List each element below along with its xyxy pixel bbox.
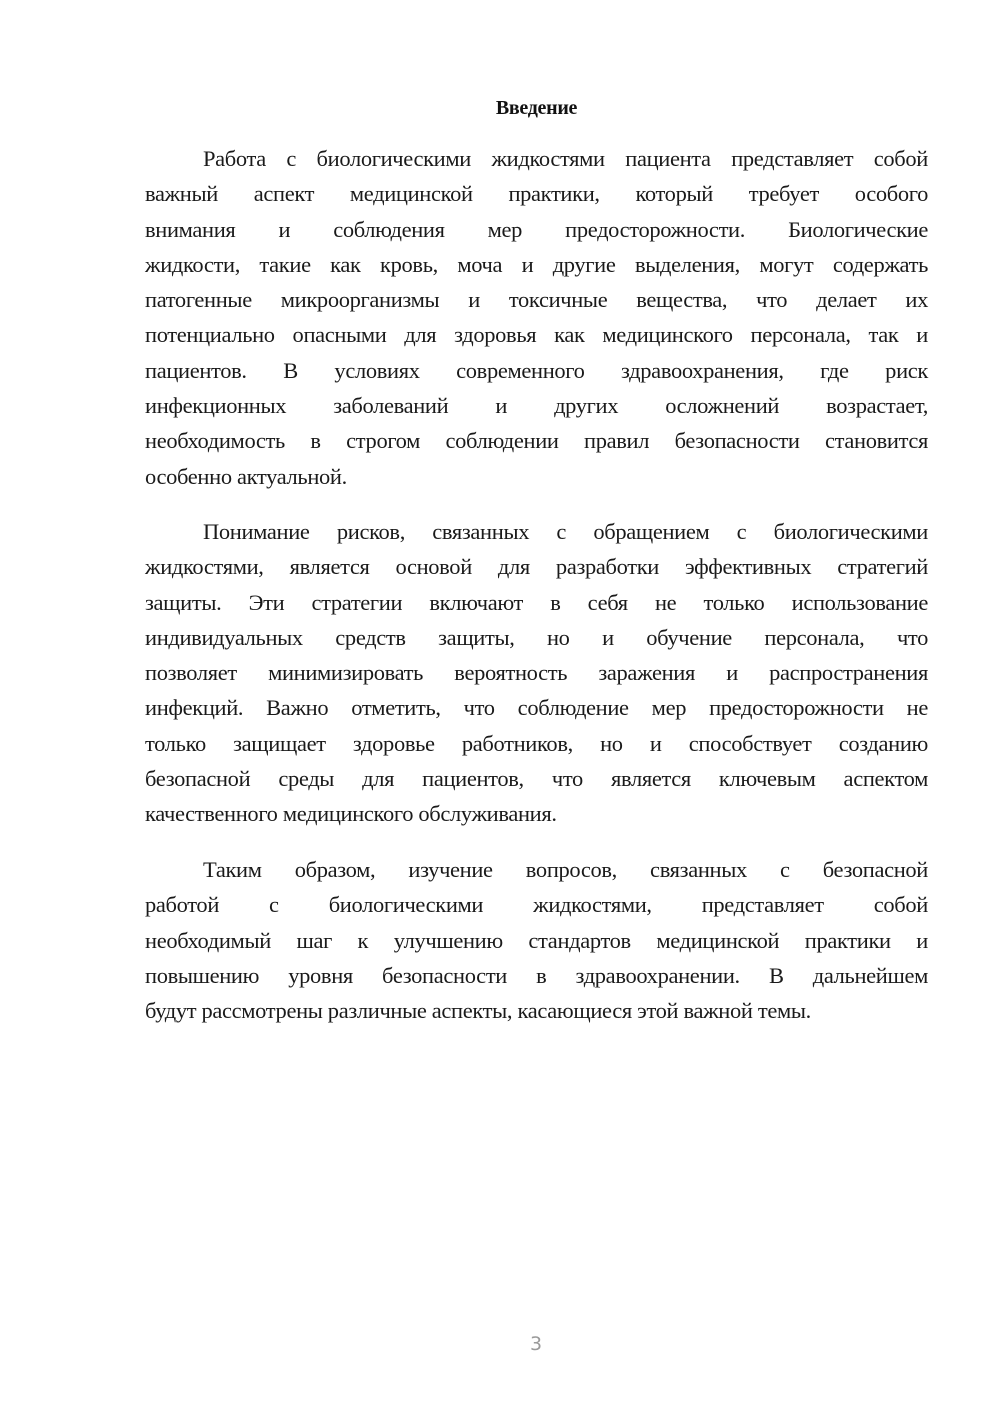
- paragraph-line: будут рассмотрены различные аспекты, касающиеся этой важной темы.: [145, 998, 811, 1024]
- paragraph-line: защиты. Эти стратегии включают в себя не только использование: [145, 589, 928, 615]
- paragraph-line: важный аспект медицинской практики, который требует особого: [145, 181, 928, 207]
- paragraph-line: инфекций. Важно отметить, что соблюдение мер предосторожности не: [145, 695, 928, 721]
- paragraph-line: безопасной среды для пациентов, что является ключевым аспектом: [145, 766, 928, 792]
- section-heading: Введение: [495, 97, 578, 119]
- paragraph-line: качественного медицинского обслуживания.: [145, 801, 557, 827]
- paragraph-line: только защищает здоровье работников, но и способствует созданию: [145, 730, 928, 756]
- paragraph-line: необходимость в строгом соблюдении правил безопасности становится: [145, 428, 928, 454]
- paragraph-line: повышению уровня безопасности в здравоохранении. В дальнейшем: [145, 962, 928, 988]
- paragraph-2: [145, 514, 928, 832]
- paragraph-line: работой с биологическими жидкостями, представляет собой: [145, 892, 928, 918]
- paragraph-line: позволяет минимизировать вероятность заражения и распространения: [145, 660, 928, 686]
- paragraph-1: [145, 141, 928, 494]
- page-number: 3: [529, 1333, 543, 1355]
- paragraph-line: Таким образом, изучение вопросов, связанных с безопасной: [203, 857, 928, 882]
- paragraph-line: инфекционных заболеваний и других осложнений возрастает,: [145, 393, 928, 419]
- paragraph-line: необходимый шаг к улучшению стандартов медицинской практики и: [145, 927, 928, 953]
- paragraph-3: [145, 852, 928, 1028]
- paragraph-line: внимания и соблюдения мер предосторожности. Биологические: [145, 216, 928, 242]
- paragraph-line: индивидуальных средств защиты, но и обучение персонала, что: [145, 624, 928, 650]
- paragraph-line: жидкости, такие как кровь, моча и другие выделения, могут содержать: [145, 251, 928, 277]
- paragraph-line: Работа с биологическими жидкостями пациента представляет собой: [203, 146, 928, 171]
- paragraph-line: патогенные микроорганизмы и токсичные вещества, что делает их: [145, 287, 928, 313]
- paragraph-line: жидкостями, является основой для разработки эффективных стратегий: [145, 554, 928, 580]
- paragraph-line: Понимание рисков, связанных с обращением с биологическими: [203, 519, 928, 544]
- paragraph-line: потенциально опасными для здоровья как медицинского персонала, так и: [145, 322, 928, 348]
- paragraph-line: пациентов. В условиях современного здравоохранения, где риск: [145, 357, 928, 383]
- paragraph-line: особенно актуальной.: [145, 463, 347, 489]
